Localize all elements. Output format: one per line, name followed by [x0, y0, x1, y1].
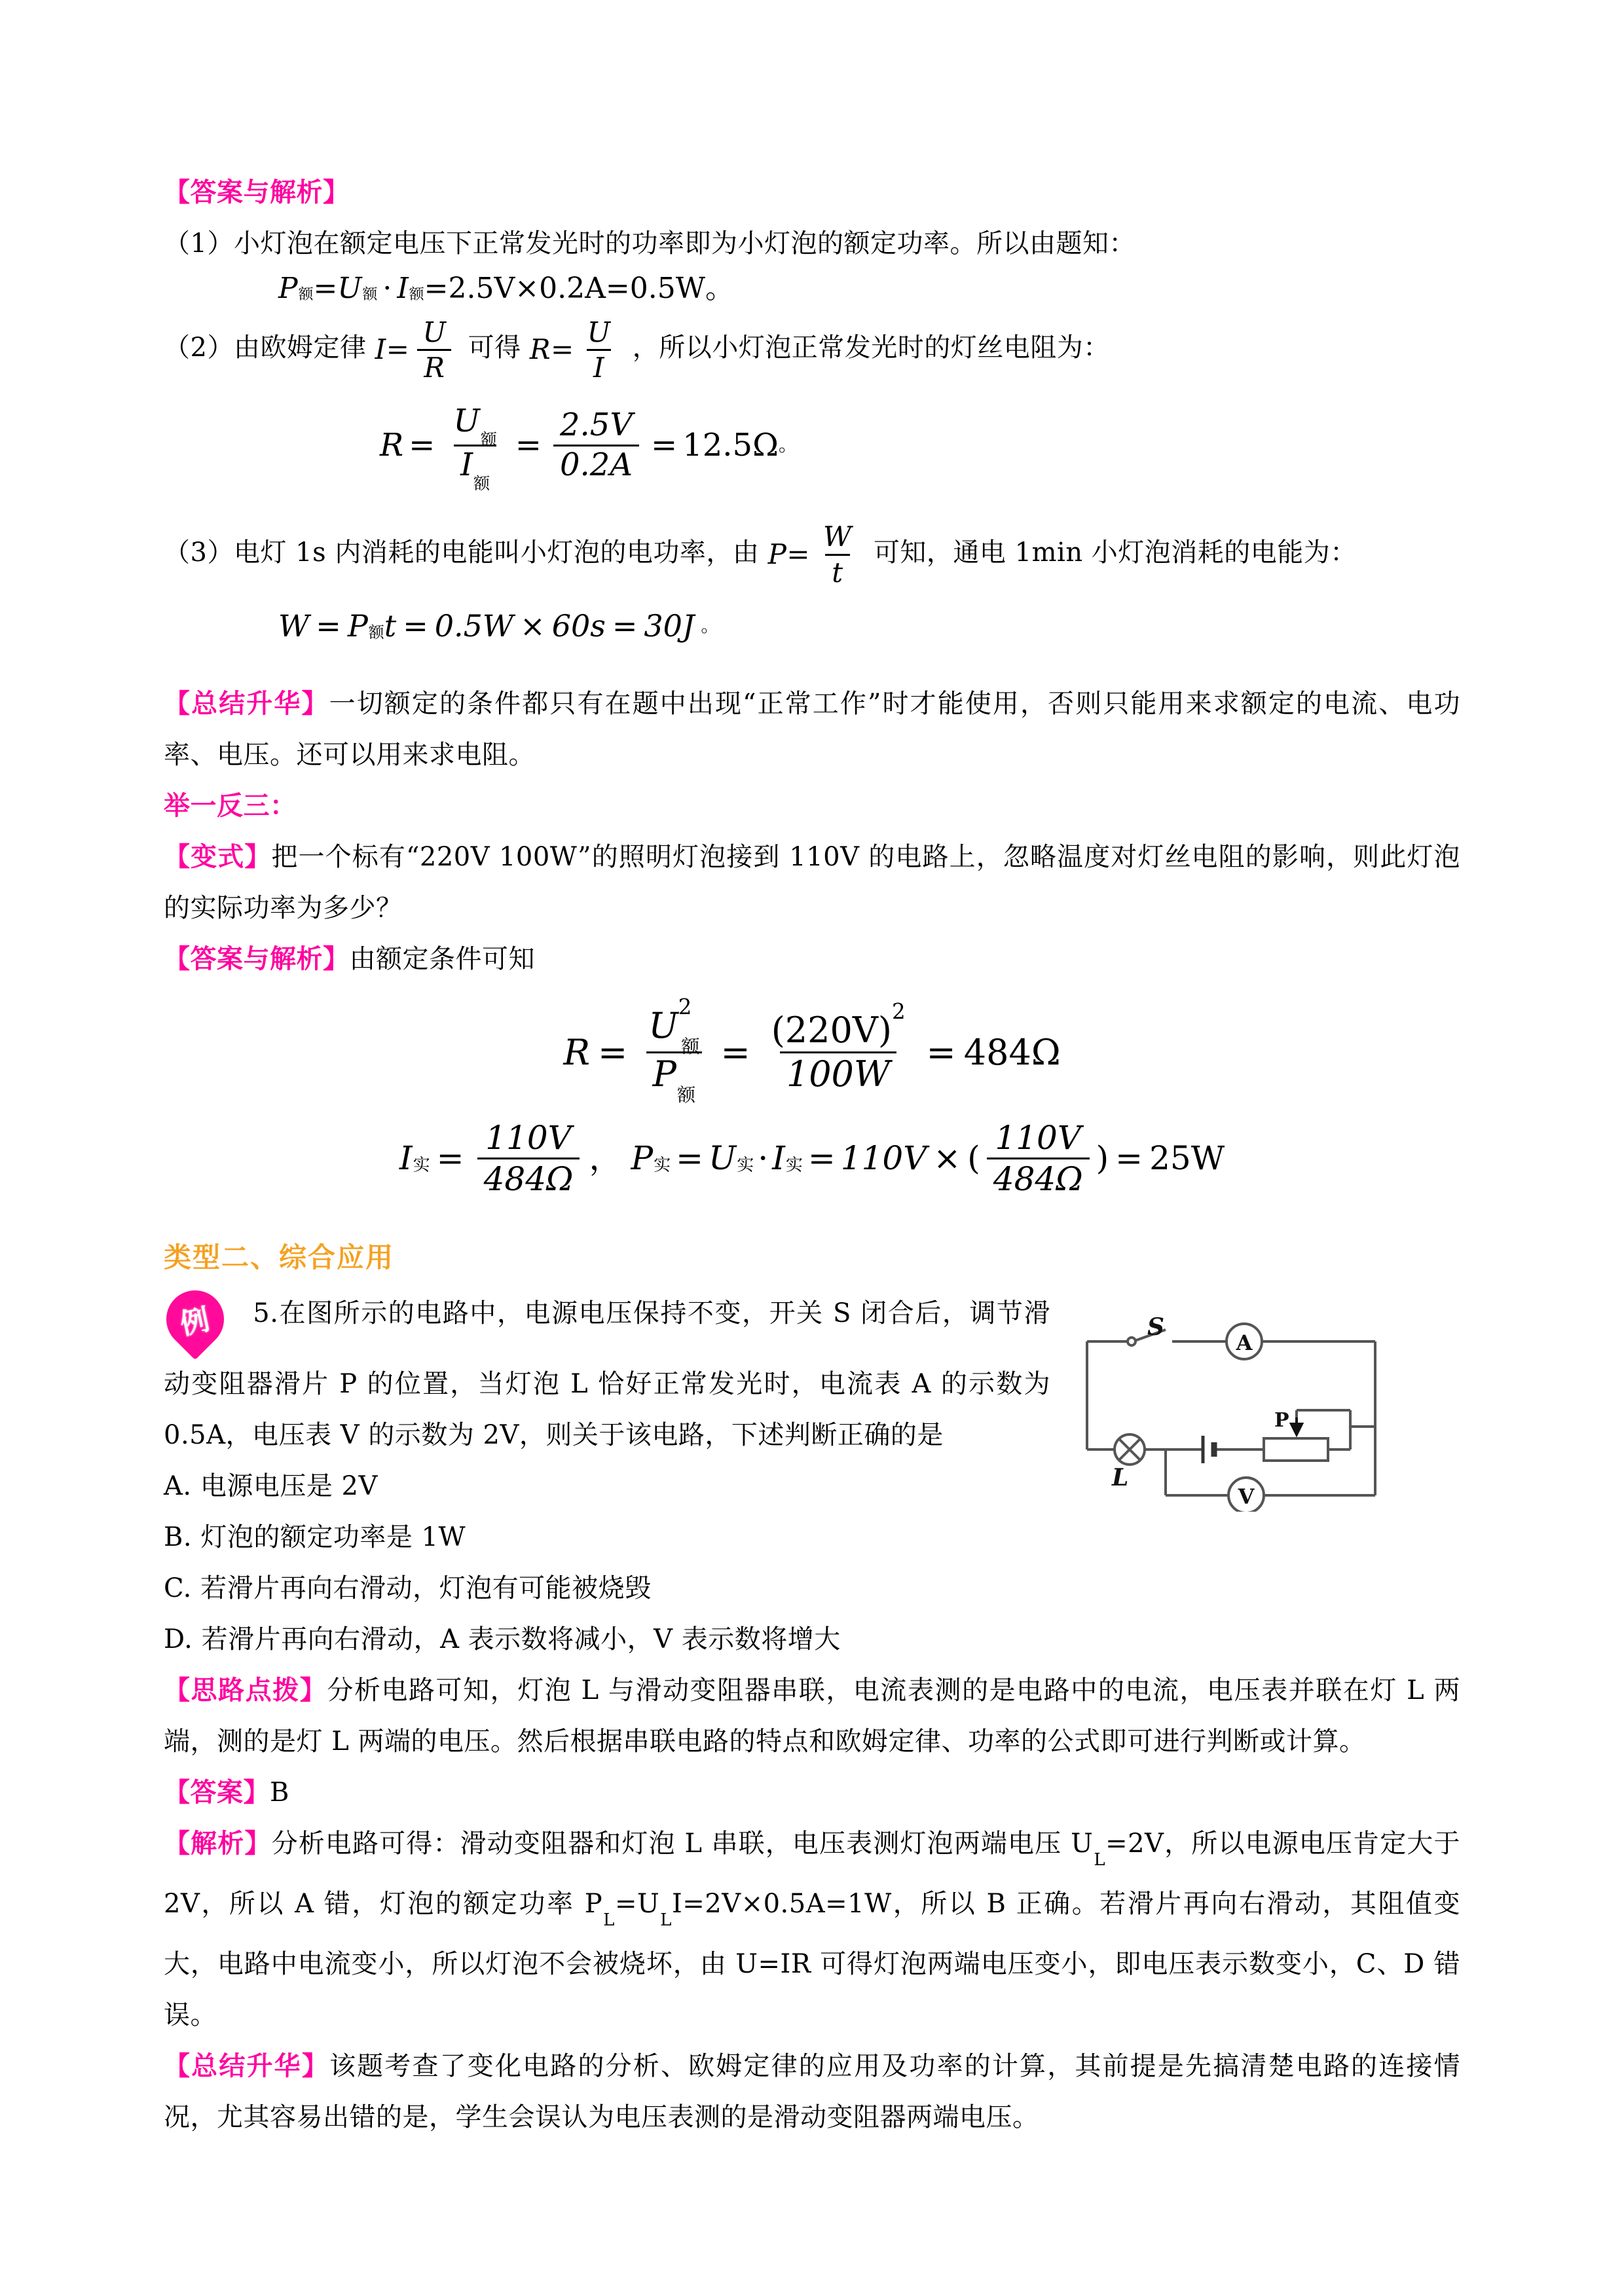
formula-rest: =2.5V×0.2A=0.5W。 — [424, 272, 734, 305]
analysis-sub-1: L — [1094, 1850, 1106, 1870]
vr-num-sup: 2 — [678, 994, 692, 1019]
thinking-tips-text: 分析电路可知，灯泡 L 与滑动变阻器串联，电流表测的是电路中的电流，电压表并联在灯 L 两端，测的是灯 L 两端的电压。然后根据串联电路的特点和欧姆定律、功率的公式即可进行判断或计算。 — [164, 1675, 1461, 1757]
ohm2-r: R — [529, 333, 551, 366]
vp-eq4: = — [1115, 1139, 1143, 1177]
pw-p: P — [767, 538, 787, 571]
ammeter-label: A — [1236, 1330, 1253, 1355]
formula-u-symbol: U — [337, 272, 362, 305]
formula-u-sub: 额 — [362, 286, 378, 304]
badge-glyph: 例 — [177, 1302, 213, 1342]
res-den-i-sub: 额 — [473, 473, 490, 493]
vp-u-sub: 实 — [737, 1156, 754, 1176]
vr-den-sub: 额 — [677, 1084, 696, 1106]
final-summary-text: 该题考查了变化电路的分析、欧姆定律的应用及功率的计算，其前提是先搞清楚电路的连接情况，尤其容易出错的是，学生会误认为电压表测的是滑动变阻器两端电压。 — [164, 2050, 1461, 2132]
variant-question — [164, 831, 1460, 934]
ohm2-den-i: I — [587, 349, 611, 382]
slider-label: P — [1274, 1408, 1289, 1432]
en-v1: 0.5W — [434, 608, 514, 644]
vr-num2-sup: 2 — [891, 998, 906, 1024]
vp-eq3: = — [807, 1139, 836, 1177]
ohm-num-u: U — [422, 316, 447, 348]
pw-num-w: W — [823, 520, 852, 553]
circuit-diagram — [1067, 1296, 1460, 1512]
vr-eq1: = — [598, 1031, 628, 1073]
option-b: B. 灯泡的额定功率是 1W — [164, 1522, 466, 1552]
en-eq1: = — [316, 608, 341, 644]
lamp-label: L — [1112, 1463, 1129, 1491]
final-summary-label: 【总结升华】 — [164, 2050, 329, 2081]
answer-block — [164, 1767, 1460, 1818]
item3-tail: 可知，通电 1min 小灯泡消耗的电能为： — [873, 538, 1357, 568]
vp-i2-sub: 实 — [785, 1156, 803, 1176]
formula-eq: = — [313, 272, 338, 305]
res-result: 12.5Ω — [682, 426, 779, 464]
item2-tail: ，所以小灯泡正常发光时的灯丝电阻为： — [632, 333, 1110, 363]
ohm2-eq: = — [550, 333, 574, 366]
res-eq2: = — [515, 426, 542, 464]
res-r: R — [380, 426, 404, 464]
formula-p-sub: 额 — [298, 286, 314, 304]
vp-close: ) — [1096, 1139, 1109, 1177]
solution-item-3 — [164, 521, 1460, 587]
vp-i: I — [399, 1139, 413, 1177]
option-a: A. 电源电压是 2V — [164, 1470, 378, 1501]
item2-mid: 可得 — [468, 333, 521, 363]
ohm-i: I — [375, 333, 386, 366]
vp-p-sub: 实 — [654, 1156, 671, 1176]
variant-text: 把一个标有“220V 100W”的照明灯泡接到 110V 的电路上，忽略温度对灯丝电阻的影响，则此灯泡的实际功率为多少？ — [164, 841, 1460, 923]
analysis-text-4: I=2V×0.5A=1W，所以 B 正确。若滑片再向右滑动，其阻值变大，电路中电流变小，所以灯泡不会被烧坏，由 U=IR 可得灯泡两端电压变小，即电压表示数变小，C、D 错误。 — [164, 1888, 1461, 2030]
res-num-u: U — [453, 403, 480, 440]
en-period: 。 — [701, 615, 719, 637]
extend-heading — [164, 780, 1460, 831]
extend-label: 举一反三： — [164, 790, 297, 821]
analysis-text-1: 分析电路可得：滑动变阻器和灯泡 L 串联，电压表测灯泡两端电压 U — [271, 1828, 1094, 1859]
res-num-u-sub: 额 — [480, 430, 497, 450]
vp-dot: · — [758, 1139, 769, 1177]
type-two-heading — [164, 1232, 1460, 1284]
en-p: P — [347, 608, 368, 644]
analysis-label: 【解析】 — [164, 1828, 272, 1859]
voltmeter-label: V — [1238, 1484, 1255, 1509]
analysis-block — [164, 1818, 1460, 2041]
vp-open: ( — [967, 1139, 980, 1177]
pw-eq: = — [786, 538, 811, 571]
formula-resistance — [164, 403, 1460, 493]
analysis-text-2: =2V，所以电源电压肯定大于 2V，所以 A 错，灯泡的额定功率 P — [164, 1828, 1460, 1919]
vp-eq1: = — [436, 1139, 464, 1177]
summary-text-1: 一切额定的条件都只有在题中出现“正常工作”时才能使用，否则只能用来求额定的电流、电功率、电压。还可以用来求电阻。 — [164, 688, 1460, 770]
en-w: W — [278, 608, 310, 644]
switch-label: S — [1147, 1313, 1164, 1341]
answer-label: 【答案】 — [164, 1777, 270, 1808]
vp-num2: 110V — [995, 1118, 1081, 1157]
formula-energy — [164, 610, 1460, 643]
res-eq3: = — [650, 426, 678, 464]
variant-answer-heading — [164, 934, 1460, 985]
pw-den-t: t — [825, 554, 849, 587]
summary-label-1: 【总结升华】 — [164, 688, 329, 719]
res-den-i: I — [460, 446, 473, 483]
vp-comma: ， — [589, 1139, 622, 1177]
question-5-block — [164, 1288, 1460, 1665]
option-c: C. 若滑片再向右滑动，灯泡有可能被烧毁 — [164, 1573, 652, 1603]
vr-result: 484Ω — [963, 1031, 1061, 1073]
item3-lead: （3）电灯 1s 内消耗的电能叫小灯泡的电功率，由 — [164, 538, 760, 568]
analysis-text-3: =U — [614, 1888, 660, 1919]
vp-den2: 484Ω — [987, 1157, 1090, 1197]
thinking-tips-block — [164, 1665, 1460, 1767]
vr-r: R — [563, 1031, 591, 1073]
en-eq2: = — [403, 608, 428, 644]
question-body: 在图所示的电路中，电源电压保持不变，开关 S 闭合后，调节滑动变阻器滑片 P 的位置，当灯泡 L 恰好正常发光时，电流表 A 的示数为 0.5A，电压表 V 的示数为 2V，则关于该电路，下述判断正确的是 — [164, 1298, 1050, 1450]
ohm-eq: = — [386, 333, 410, 366]
formula-variant-resistance — [164, 994, 1460, 1106]
vp-i-sub: 实 — [413, 1156, 430, 1176]
analysis-sub-3: L — [660, 1910, 672, 1930]
vp-num1: 110V — [485, 1118, 572, 1157]
vr-num-u: U — [648, 1004, 678, 1046]
vr-eq2: = — [720, 1031, 750, 1073]
formula-variant-power — [164, 1120, 1460, 1197]
formula-p-symbol: P — [278, 272, 298, 305]
formula-p-rated — [164, 273, 1460, 304]
answer-analysis-label: 【答案与解析】 — [164, 177, 350, 208]
formula-i-sub: 额 — [409, 286, 424, 304]
vp-eq2: = — [676, 1139, 704, 1177]
vp-times: × — [933, 1139, 961, 1177]
en-times: × — [520, 608, 545, 644]
formula-dot: · — [382, 272, 392, 305]
answer-analysis-heading — [164, 167, 1460, 218]
variant-label: 【变式】 — [164, 841, 272, 872]
solution-item-2 — [164, 316, 1460, 382]
res-period: 。 — [778, 433, 798, 456]
option-d: D. 若滑片再向右滑动，A 表示数将减小，V 表示数将增大 — [164, 1624, 841, 1654]
en-v2: 60s — [551, 608, 606, 644]
formula-i-symbol: I — [397, 272, 409, 305]
en-t: t — [384, 608, 397, 644]
vr-eq3: = — [926, 1031, 956, 1073]
res-num-val: 2.5V — [559, 406, 633, 443]
item2-lead: （2）由欧姆定律 — [164, 333, 367, 363]
vp-den1: 484Ω — [477, 1157, 580, 1197]
question-number: 5. — [253, 1298, 279, 1328]
res-den-val: 0.2A — [553, 445, 639, 483]
variant-answer-lead: 由额定条件可知 — [349, 943, 535, 974]
analysis-sub-2: L — [603, 1910, 615, 1930]
en-p-sub: 额 — [368, 623, 384, 642]
vr-num-sub: 额 — [681, 1036, 700, 1058]
ohm2-num-u: U — [587, 316, 611, 348]
solution-item-1: （1）小灯泡在额定电压下正常发光时的功率即为小灯泡的额定功率。所以由题知： — [164, 228, 1135, 259]
vr-den-p: P — [652, 1053, 677, 1095]
thinking-tips-label: 【思路点拨】 — [164, 1675, 327, 1705]
vp-result: 25W — [1149, 1139, 1225, 1177]
example-badge — [164, 1288, 227, 1358]
final-summary-block — [164, 2041, 1460, 2143]
vr-num2: (220V) — [771, 1009, 892, 1051]
vr-den2: 100W — [780, 1051, 897, 1093]
vp-p: P — [631, 1139, 654, 1177]
en-eq3: = — [612, 608, 638, 644]
vp-v: 110V — [840, 1139, 927, 1177]
ohm-den-r: R — [417, 349, 451, 382]
summary-block-1 — [164, 678, 1460, 780]
answer-value: B — [270, 1777, 289, 1808]
en-result: 30J — [644, 608, 695, 644]
vp-u: U — [709, 1139, 737, 1177]
variant-answer-label: 【答案与解析】 — [164, 943, 350, 974]
vp-i2: I — [772, 1139, 785, 1177]
type-two-label: 类型二、综合应用 — [164, 1241, 395, 1273]
res-eq1: = — [409, 426, 435, 464]
